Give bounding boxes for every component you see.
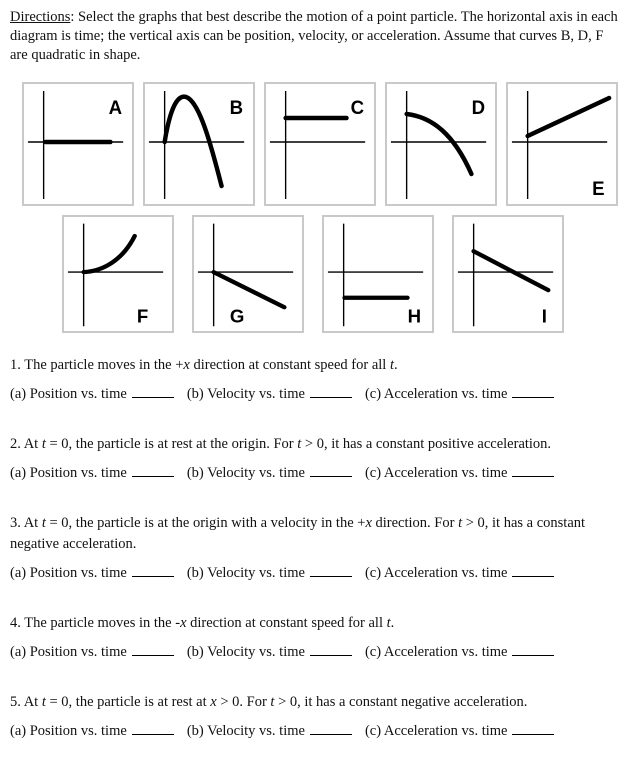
answer-blank-q2-c[interactable]	[512, 464, 554, 477]
answer-part-label: (b) Velocity vs. time	[186, 644, 305, 660]
answer-blank-q2-a[interactable]	[132, 464, 174, 477]
answer-blank-q3-b[interactable]	[310, 564, 352, 577]
question-prompt: 4. The particle moves in the -x direction at constant speed for all t.	[10, 615, 395, 631]
curve-D	[407, 114, 472, 174]
answer-part-label: (c) Acceleration vs. time	[364, 565, 508, 581]
answer-line	[10, 564, 624, 583]
answer-part-label: (c) Acceleration vs. time	[364, 386, 508, 402]
directions-text: Directions: Select the graphs that best describe the motion of a point particle. The horizontal axis in each diagram is time; the vertical axis can be position, velocity, or acceleration. Assume that curves B, D, F are quadratic in shape.	[10, 9, 618, 63]
question-prompt: 1. The particle moves in the +x direction at constant speed for all t.	[10, 357, 398, 373]
question-3	[10, 513, 624, 583]
question-5	[10, 692, 624, 741]
answer-part	[10, 464, 174, 483]
graph-row-2	[62, 215, 624, 333]
answer-line	[10, 643, 624, 662]
graph-E	[506, 82, 618, 206]
graph-label-C: C	[350, 96, 365, 119]
answer-part-label: (a) Position vs. time	[10, 465, 127, 481]
graph-label-D: D	[471, 96, 486, 119]
answer-part	[10, 722, 174, 741]
graph-G	[192, 215, 304, 333]
answer-blank-q1-c[interactable]	[512, 385, 554, 398]
question-prompt: 5. At t = 0, the particle is at rest at x > 0. For t > 0, it has a constant negative acceleration.	[10, 694, 528, 710]
question-4	[10, 613, 624, 662]
answer-blank-q1-a[interactable]	[132, 385, 174, 398]
answer-part	[365, 385, 555, 404]
answer-part	[365, 464, 555, 483]
graph-label-E: E	[592, 177, 605, 200]
answer-blank-q2-b[interactable]	[310, 464, 352, 477]
answer-part-label: (b) Velocity vs. time	[186, 386, 305, 402]
curve-I	[474, 251, 549, 290]
answer-blank-q5-a[interactable]	[132, 722, 174, 735]
answer-part-label: (c) Acceleration vs. time	[364, 644, 508, 660]
answer-part-label: (a) Position vs. time	[10, 723, 127, 739]
answer-part-label: (a) Position vs. time	[10, 565, 127, 581]
curve-F	[84, 236, 135, 272]
answer-part-label: (b) Velocity vs. time	[186, 565, 305, 581]
graph-D	[385, 82, 497, 206]
answer-blank-q3-c[interactable]	[512, 564, 554, 577]
answer-line	[10, 385, 624, 404]
answer-part	[187, 643, 352, 662]
answer-blank-q4-a[interactable]	[132, 643, 174, 656]
answer-part-label: (b) Velocity vs. time	[186, 465, 305, 481]
graph-label-G: G	[229, 305, 245, 327]
curve-E	[528, 98, 609, 136]
answer-part-label: (b) Velocity vs. time	[186, 723, 305, 739]
answer-part-label: (c) Acceleration vs. time	[364, 723, 508, 739]
questions-section	[10, 355, 624, 741]
answer-line	[10, 722, 624, 741]
answer-line	[10, 464, 624, 483]
graph-F	[62, 215, 174, 333]
graph-C	[264, 82, 376, 206]
answer-blank-q5-b[interactable]	[310, 722, 352, 735]
answer-part	[187, 722, 352, 741]
question-prompt: 2. At t = 0, the particle is at rest at the origin. For t > 0, it has a constant positive acceleration.	[10, 436, 552, 452]
answer-part-label: (a) Position vs. time	[10, 644, 127, 660]
graph-I	[452, 215, 564, 333]
answer-part-label: (c) Acceleration vs. time	[364, 465, 508, 481]
graph-label-I: I	[541, 305, 547, 327]
answer-part	[10, 564, 174, 583]
answer-blank-q3-a[interactable]	[132, 564, 174, 577]
graph-label-F: F	[136, 305, 149, 327]
curve-G	[214, 272, 285, 307]
answer-part	[365, 722, 555, 741]
answer-part	[187, 385, 352, 404]
question-2	[10, 434, 624, 483]
graph-label-A: A	[108, 96, 123, 119]
graph-label-H: H	[407, 305, 422, 327]
answer-blank-q1-b[interactable]	[310, 385, 352, 398]
answer-blank-q5-c[interactable]	[512, 722, 554, 735]
graph-B	[143, 82, 255, 206]
answer-part	[187, 464, 352, 483]
answer-part	[365, 643, 555, 662]
question-prompt: 3. At t = 0, the particle is at the origin with a velocity in the +x direction. For t > 0, it has a constant negative acceleration.	[10, 515, 586, 552]
graph-H	[322, 215, 434, 333]
graph-row-1	[22, 82, 624, 206]
answer-part-label: (a) Position vs. time	[10, 386, 127, 402]
question-1	[10, 355, 624, 404]
answer-blank-q4-c[interactable]	[512, 643, 554, 656]
graph-label-B: B	[229, 96, 244, 119]
graph-A	[22, 82, 134, 206]
answer-part	[187, 564, 352, 583]
answer-part	[10, 643, 174, 662]
answer-part	[10, 385, 174, 404]
answer-blank-q4-b[interactable]	[310, 643, 352, 656]
answer-part	[365, 564, 555, 583]
